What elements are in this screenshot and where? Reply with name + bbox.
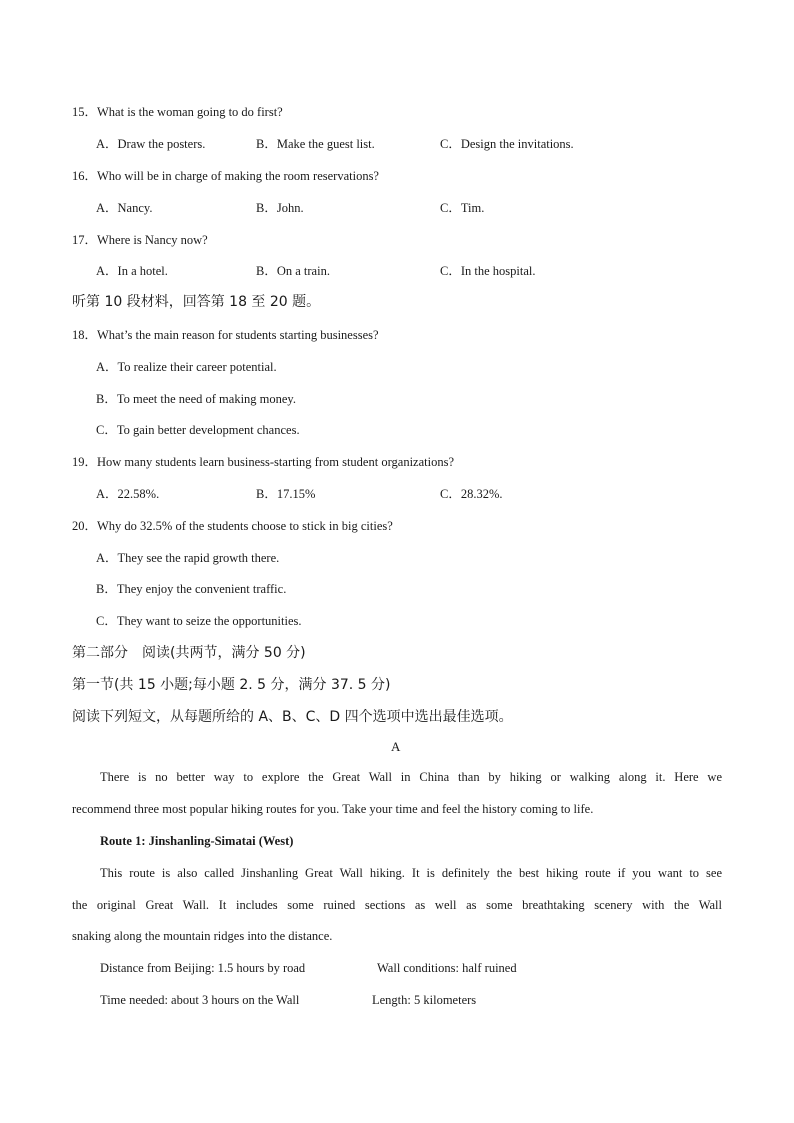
q20-option-c: C．They want to seize the opportunities. bbox=[96, 614, 302, 628]
q18-option-b: B．To meet the need of making money. bbox=[96, 392, 297, 406]
route-1-length: Length: 5 kilometers bbox=[372, 993, 477, 1007]
q15-option-c: C．Design the invitations. bbox=[440, 137, 574, 151]
q15-option-a: A．Draw the posters. bbox=[96, 137, 206, 151]
q19-option-a: A．22.58%. bbox=[96, 487, 160, 501]
q20-option-b: B．They enjoy the convenient traffic. bbox=[96, 582, 287, 596]
q16-option-c: C．Tim. bbox=[440, 201, 485, 215]
q16-option-b: B．John. bbox=[256, 201, 304, 215]
question-19: 19．How many students learn business-starting from student organizations? bbox=[72, 455, 454, 469]
route-1-line-3: snaking along the mountain ridges into the distance. bbox=[72, 929, 333, 943]
q18-option-c: C．To gain better development chances. bbox=[96, 423, 300, 437]
route-1-time-needed: Time needed: about 3 hours on the Wall bbox=[100, 993, 300, 1007]
q17-option-b: B．On a train. bbox=[256, 264, 330, 278]
question-20: 20．Why do 32.5% of the students choose to stick in big cities? bbox=[72, 519, 393, 533]
q16-option-a: A．Nancy. bbox=[96, 201, 153, 215]
section-1-heading: 第一节(共 15 小题;每小题 2. 5 分，满分 37. 5 分) bbox=[72, 677, 391, 693]
q17-option-a: A．In a hotel. bbox=[96, 264, 168, 278]
route-1-line-1: This route is also called Jinshanling Great Wall hiking. It is definitely the best hiking route if you want to see bbox=[100, 866, 722, 880]
q19-option-c: C．28.32%. bbox=[440, 487, 503, 501]
route-1-distance: Distance from Beijing: 1.5 hours by road bbox=[100, 961, 306, 975]
passage-letter: A bbox=[391, 739, 401, 754]
q20-option-a: A．They see the rapid growth there. bbox=[96, 551, 280, 565]
question-15: 15．What is the woman going to do first? bbox=[72, 105, 283, 119]
q15-option-b: B．Make the guest list. bbox=[256, 137, 375, 151]
part-2-heading: 第二部分 阅读(共两节，满分 50 分) bbox=[72, 645, 306, 661]
question-18: 18．What’s the main reason for students starting businesses? bbox=[72, 328, 379, 342]
question-16: 16．Who will be in charge of making the room reservations? bbox=[72, 169, 379, 183]
route-1-wall-conditions: Wall conditions: half ruined bbox=[377, 961, 517, 975]
q19-option-b: B．17.15% bbox=[256, 487, 316, 501]
route-1-line-2: the original Great Wall. It includes some ruined sections as well as some breathtaking scenery with the Wall bbox=[72, 898, 722, 912]
section-10-heading: 听第 10 段材料，回答第 18 至 20 题。 bbox=[72, 294, 321, 310]
q18-option-a: A．To realize their career potential. bbox=[96, 360, 277, 374]
passage-intro-line-2: recommend three most popular hiking routes for you. Take your time and feel the history coming to life. bbox=[72, 802, 594, 816]
q17-option-c: C．In the hospital. bbox=[440, 264, 536, 278]
reading-instruction: 阅读下列短文，从每题所给的 A、B、C、D 四个选项中选出最佳选项。 bbox=[72, 709, 513, 725]
route-1-title: Route 1: Jinshanling-Simatai (West) bbox=[100, 834, 294, 848]
passage-intro-line-1: There is no better way to explore the Great Wall in China than by hiking or walking along it. Here we bbox=[100, 770, 722, 784]
question-17: 17．Where is Nancy now? bbox=[72, 233, 208, 247]
